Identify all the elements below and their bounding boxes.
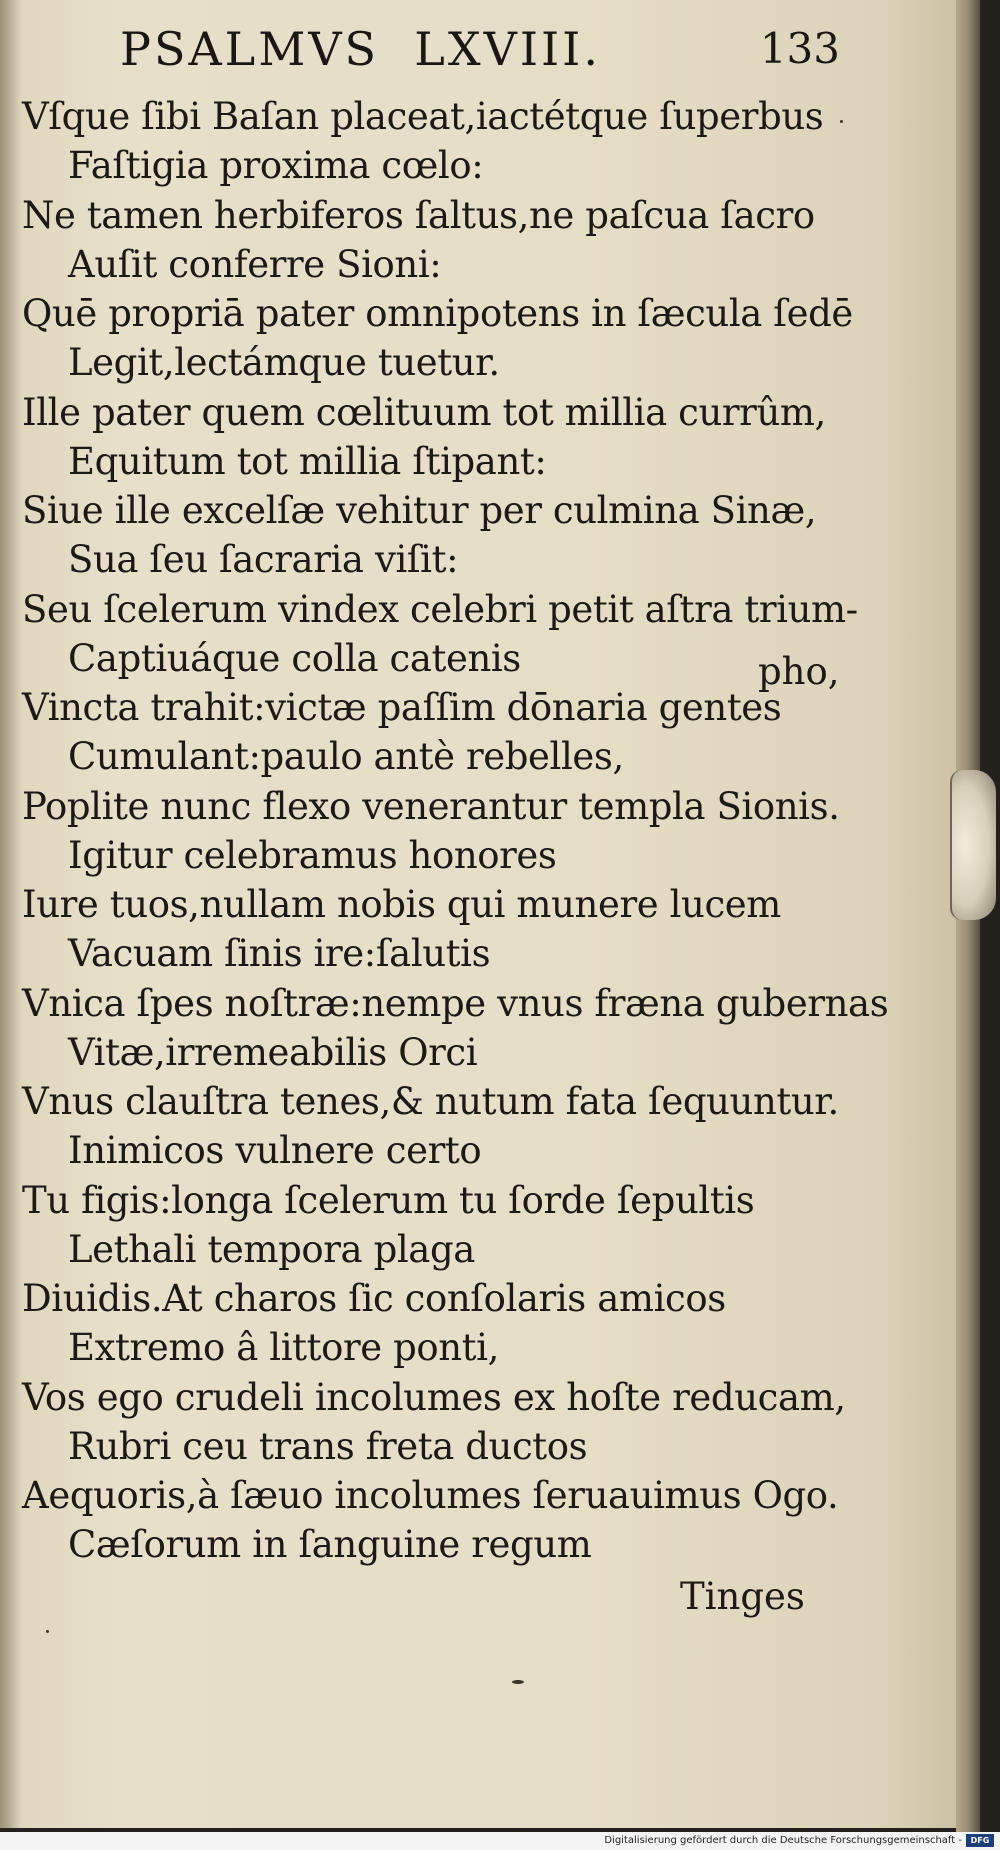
verse-line: Vos ego crudeli incolumes ex hoſte reducam, — [22, 1375, 846, 1419]
verse-line: Vnica ſpes noſtræ:nempe vnus fræna gubernas — [22, 981, 889, 1025]
verse-line: Auſit conferre Sioni: — [68, 242, 442, 286]
verse-line: Sua ſeu ſacraria viſit: — [68, 538, 459, 582]
ink-speck — [512, 1680, 524, 1684]
hanging-syllable: pho, — [758, 650, 840, 693]
verse-line: Aequoris,à ſæuo incolumes ſeruauimus Ogo. — [22, 1474, 839, 1517]
catchword: Tinges — [680, 1575, 805, 1618]
gutter-shadow — [0, 0, 22, 1830]
verse-line: Lethali tempora plaga — [68, 1227, 475, 1271]
verse-line: Poplite nunc flexo venerantur templa Sionis. — [22, 784, 840, 828]
page-clip — [950, 770, 996, 920]
ink-speck — [46, 1630, 49, 1633]
verse-line: Tu figis:longa ſcelerum tu ſorde ſepultis — [22, 1178, 755, 1222]
verse-line: Rubri ceu trans freta ductos — [68, 1424, 588, 1468]
dfg-logo: DFG — [966, 1834, 994, 1847]
digitization-footer — [0, 1832, 1000, 1850]
verse-line: Quē propriā pater omnipotens in ſæcula ſedē — [22, 292, 853, 335]
verse-line: Legit,lectámque tuetur. — [68, 341, 500, 385]
funding-credit: Digitalisierung gefördert durch die Deutsche Forschungsgemeinschaft - — [604, 1835, 962, 1846]
verse-line: Vnus clauſtra tenes,& nutum fata ſequuntur. — [22, 1080, 839, 1123]
verse-line: Inimicos vulnere certo — [68, 1129, 482, 1173]
verse-line: Faſtigia proxima cœlo: — [68, 144, 484, 188]
verse-line: Siue ille excelſæ vehitur per culmina Sinæ, — [22, 489, 817, 532]
verse-line: Vitæ,irremeabilis Orci — [68, 1030, 478, 1074]
verse-line: Ille pater quem cœlituum tot millia currûm, — [22, 390, 826, 434]
verse-line: Extremo â littore ponti, — [68, 1326, 499, 1370]
ink-speck — [840, 120, 843, 123]
page-number: 133 — [759, 24, 840, 73]
verse-line: Vacuam ſinis ire:ſalutis — [68, 932, 491, 976]
psalm-verse-block — [22, 92, 889, 1570]
verse-line: Igitur celebramus honores — [68, 833, 557, 877]
verse-line: Vſque ſibi Baſan placeat,iactétque ſuperbus — [22, 95, 824, 138]
verse-line: Vincta trahit:victæ paſſim dōnaria gentes — [22, 686, 782, 729]
verse-line: Ne tamen herbiferos ſaltus,ne paſcua ſacro — [22, 193, 815, 237]
verse-line: Seu ſcelerum vindex celebri petit aſtra trium- — [22, 587, 858, 631]
verse-line: Diuidis.At charos ſic conſolaris amicos — [22, 1277, 726, 1320]
verse-line: Captiuáque colla catenis — [68, 636, 521, 680]
page-header — [120, 20, 840, 80]
running-title: PSALMVS LXVIII. — [120, 22, 601, 76]
verse-line: Iure tuos,nullam nobis qui munere lucem — [22, 883, 781, 926]
verse-line: Cumulant:paulo antè rebelles, — [68, 735, 624, 779]
verse-line: Equitum tot millia ſtipant: — [68, 439, 547, 483]
verse-line: Cæſorum in ſanguine regum — [68, 1523, 592, 1567]
